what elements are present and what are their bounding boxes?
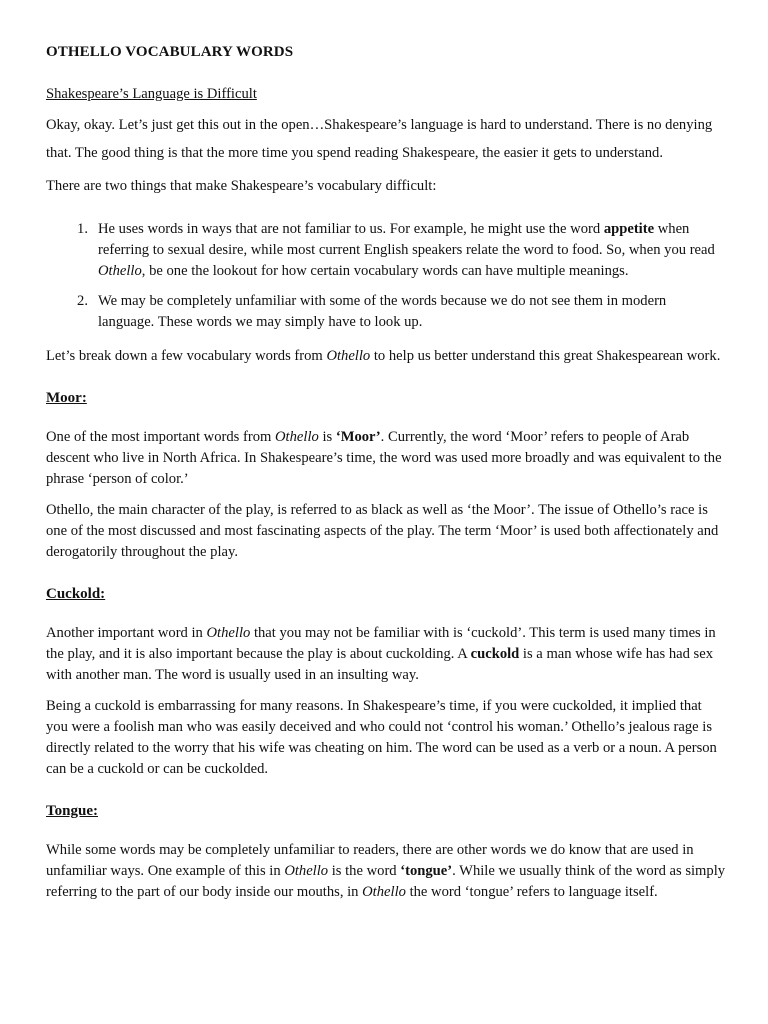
cuckold-heading: Cuckold: (46, 586, 106, 602)
cuckold-paragraph-2: Being a cuckold is embarrassing for many reasons. In Shakespeare’s time, if you were cuckolded, it implied that you were a foolish man who was easily deceived and who could not ‘control his woman.’ Othello’s jealous rage is directly related to the worry that his wife was cheating on him. The word can be used as a verb or a noun. A person can be a cuckold or can be cuckolded. (46, 698, 717, 777)
list-item-text: We may be completely unfamiliar with some of the words because we do not see them in modern language. These words we may simply have to look up. (98, 293, 667, 330)
list-item-text: He uses words in ways that are not familiar to us. For example, he might use the word appetite when referring to sexual desire, while most current English speakers relate the word to food. So, when you read Othello, be one the lookout for how certain vocabulary words can have multiple meanings. (98, 221, 715, 279)
breakdown-paragraph: Let’s break down a few vocabulary words from Othello to help us better understand this great Shakespearean work. (46, 348, 721, 364)
tongue-paragraph-1: While some words may be completely unfamiliar to readers, there are other words we do know that are used in unfamiliar ways. One example of this in Othello is the word ‘tongue’. While we usually think of the word as simply referring to the part of our body inside our mouths, in Othello the word ‘tongue’ refers to language itself. (46, 842, 726, 900)
intro-paragraph: Okay, okay. Let’s just get this out in the open…Shakespeare’s language is hard to understand. There is no denying that. The good thing is that the more time you spend reading Shakespeare, the easier it gets to understand. (46, 117, 713, 161)
list-number: 1. (77, 221, 88, 237)
cuckold-paragraph-1: Another important word in Othello that you may not be familiar with is ‘cuckold’. This term is used many times in the play, and it is also important because the play is about cuckolding. A cuckold is a man whose wife has had sex with another man. The word is usually used in an insulting way. (46, 625, 716, 683)
list-item (46, 291, 726, 333)
two-things-paragraph: There are two things that make Shakespeare’s vocabulary difficult: (46, 178, 437, 194)
list-item (46, 219, 726, 282)
document-title: OTHELLO VOCABULARY WORDS (46, 44, 294, 60)
term-appetite: appetite (603, 221, 655, 237)
list-number: 2. (77, 293, 88, 309)
moor-paragraph-2: Othello, the main character of the play, is referred to as black as well as ‘the Moor’. The issue of Othello’s race is one of the most discussed and most fascinating aspects of the play. The term ‘Moor’ is used both affectionately and derogatorily throughout the play. (46, 502, 719, 560)
moor-heading: Moor: (46, 390, 87, 406)
difficulty-list (46, 219, 726, 333)
section-heading: Shakespeare’s Language is Difficult (46, 86, 257, 102)
term-moor: ‘Moor’ (335, 429, 381, 445)
moor-paragraph-1: One of the most important words from Othello is ‘Moor’. Currently, the word ‘Moor’ refers to people of Arab descent who live in North Africa. In Shakespeare’s time, the word was used more broadly and was equivalent to the phrase ‘person of color.’ (46, 429, 722, 487)
term-tongue: ‘tongue’ (400, 863, 453, 879)
term-cuckold: cuckold (470, 646, 520, 662)
tongue-heading: Tongue: (46, 803, 98, 819)
document-page (46, 44, 726, 903)
